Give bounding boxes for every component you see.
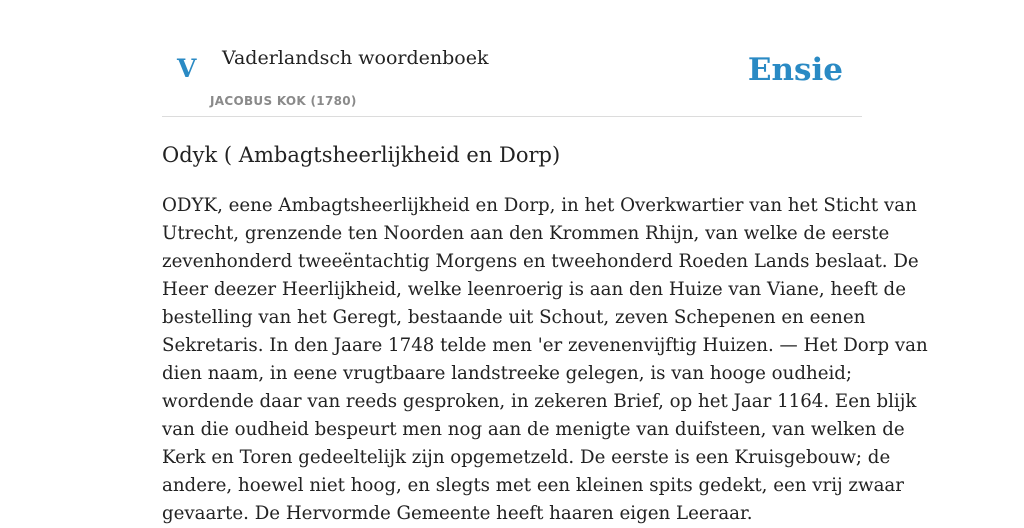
entry-text	[162, 192, 928, 528]
entry-text-line: gevaarte. De Hervormde Gemeente heeft haaren eigen Leeraar.	[162, 503, 753, 524]
entry-text-line: ODYK, eene Ambagtsheerlijkheid en Dorp, in het Overkwartier van het Sticht van	[162, 195, 917, 216]
book-author: JACOBUS KOK (1780)	[210, 94, 357, 108]
entry-text-line: Utrecht, grenzende ten Noorden aan den Krommen Rhijn, van welke de eerste	[162, 223, 890, 244]
header	[162, 0, 862, 117]
entry-text-line: andere, hoewel niet hoog, en slegts met een kleinen spits gedekt, een vrij zwaar	[162, 475, 904, 496]
entry-title: Odyk ( Ambagtsheerlijkheid en Dorp)	[162, 143, 561, 167]
entry-text-line: van die oudheid bespeurt men nog aan de menigte van duifsteen, van welken de	[162, 419, 905, 440]
entry-text-line: Heer deezer Heerlijkheid, welke leenroerig is aan den Huize van Viane, heeft de	[162, 279, 906, 300]
entry-text-line: wordende daar van reeds gesproken, in zekeren Brief, op het Jaar 1164. Een blijk	[162, 391, 917, 412]
entry-text-line: dien naam, in eene vrugtbaare landstreeke gelegen, is van hooge oudheid;	[162, 363, 853, 384]
section-letter[interactable]: V	[177, 54, 197, 83]
entry-text-line: bestelling van het Geregt, bestaande uit Schout, zeven Schepenen en eenen	[162, 307, 866, 328]
entry-text-line: Sekretaris. In den Jaare 1748 telde men 'er zevenenvijftig Huizen. — Het Dorp van	[162, 335, 928, 356]
entry-text-line: Kerk en Toren gedeeltelijk zijn opgemetzeld. De eerste is een Kruisgebouw; de	[162, 447, 891, 468]
book-title[interactable]: Vaderlandsch woordenboek	[222, 47, 489, 69]
entry-text-line: zevenhonderd tweeëntachtig Morgens en tweehonderd Roeden Lands beslaat. De	[162, 251, 919, 272]
brand-logo[interactable]: Ensie	[747, 52, 843, 88]
